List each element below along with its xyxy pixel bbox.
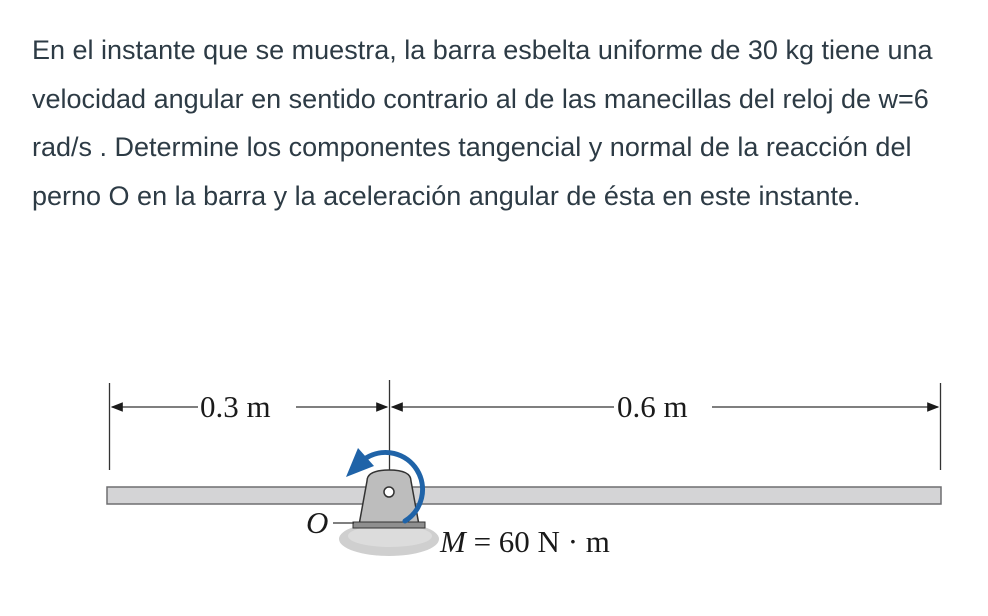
support-base: [353, 522, 425, 528]
problem-text: En el instante que se muestra, la barra esbelta uniforme de 30 kg tiene una velocidad angular en sentido contrario al de las manecillas del reloj de w=6 rad/s . Determine los componentes tangencial y normal de la reacción del perno O en la barra y la aceleración angular de ésta en este instante.: [32, 35, 933, 211]
moment-symbol: M: [440, 524, 466, 559]
moment-arrowhead: [346, 448, 374, 477]
slender-bar: [107, 487, 941, 504]
dimension-label-right: 0.6 m: [617, 389, 688, 424]
moment-value: = 60 N · m: [465, 524, 610, 559]
pin-label: O: [306, 505, 329, 540]
dimension-label-left: 0.3 m: [200, 389, 271, 424]
moment-label: [439, 524, 610, 559]
pin: [384, 487, 394, 497]
